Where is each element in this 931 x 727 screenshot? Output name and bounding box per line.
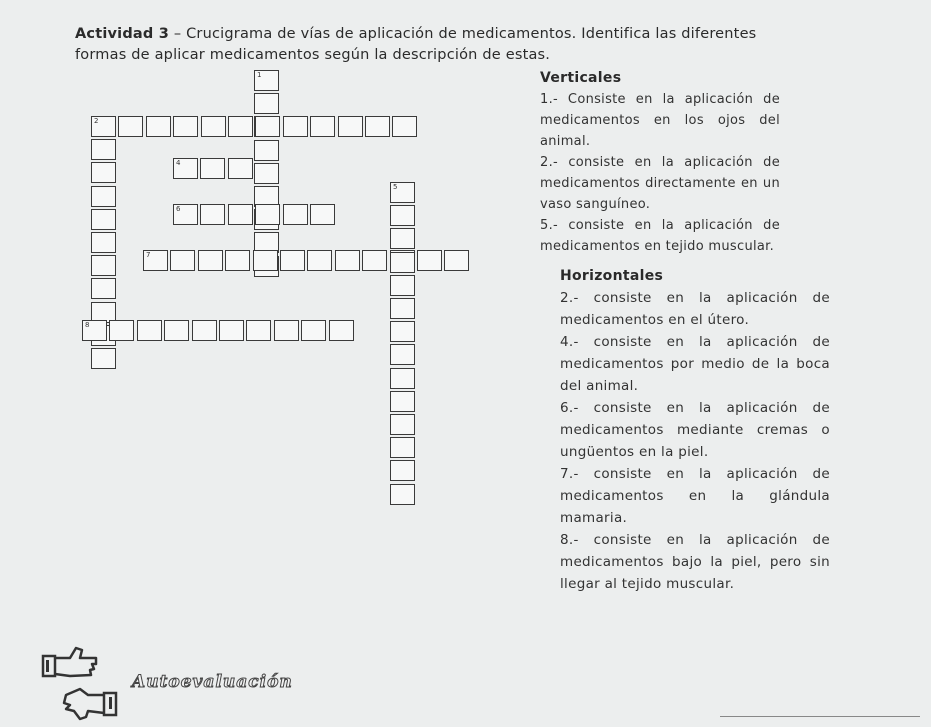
crossword-cell[interactable] (390, 228, 415, 249)
crossword-cell[interactable] (283, 204, 308, 225)
crossword-cell[interactable] (283, 116, 308, 137)
crossword-cell[interactable] (137, 320, 162, 341)
self-evaluation-title: Autoevaluación (132, 672, 293, 692)
crossword-cell[interactable] (274, 320, 299, 341)
clue-number: 5 (393, 183, 398, 191)
crossword-cell[interactable] (219, 320, 244, 341)
crossword-cell[interactable] (254, 93, 279, 114)
crossword-cell[interactable] (173, 204, 198, 225)
crossword-cell[interactable] (91, 139, 116, 160)
crossword-cell[interactable] (390, 298, 415, 319)
crossword-cell[interactable] (91, 116, 116, 137)
crossword-cell[interactable] (228, 204, 253, 225)
crossword-cell[interactable] (301, 320, 326, 341)
crossword-cell[interactable] (91, 209, 116, 230)
crossword-cell[interactable] (146, 116, 171, 137)
crossword-cell[interactable] (173, 158, 198, 179)
activity-label: Actividad 3 (75, 26, 170, 42)
clue-number: 2 (94, 117, 99, 125)
clue-number: 4 (176, 159, 181, 167)
crossword-cell[interactable] (109, 320, 134, 341)
crossword-cell[interactable] (118, 116, 143, 137)
divider (720, 716, 920, 717)
crossword-cell[interactable] (390, 344, 415, 365)
crossword-cell[interactable] (91, 186, 116, 207)
crossword-cell[interactable] (310, 116, 335, 137)
crossword-cell[interactable] (254, 70, 279, 91)
crossword-cell[interactable] (255, 204, 280, 225)
crossword-cell[interactable] (198, 250, 223, 271)
crossword-cell[interactable] (91, 232, 116, 253)
crossword-cell[interactable] (164, 320, 189, 341)
crossword-cell[interactable] (91, 255, 116, 276)
crossword-cell[interactable] (390, 205, 415, 226)
horizontal-clue: 7.- consiste en la aplicación de medicamentos en la glándula mamaria. (560, 466, 830, 526)
crossword-cell[interactable] (390, 460, 415, 481)
crossword-cell[interactable] (338, 116, 363, 137)
crossword-cell[interactable] (390, 252, 415, 273)
crossword-cell[interactable] (82, 320, 107, 341)
crossword-cell[interactable] (335, 250, 360, 271)
thumbs-down-icon (60, 683, 122, 723)
crossword-cell[interactable] (390, 321, 415, 342)
crossword-cell[interactable] (390, 484, 415, 505)
horizontal-clues (560, 265, 830, 595)
horizontal-heading: Horizontales (560, 268, 664, 284)
crossword-cell[interactable] (201, 116, 226, 137)
thumbs-up-icon (40, 644, 102, 680)
crossword-cell[interactable] (200, 158, 225, 179)
clue-number: 8 (85, 321, 90, 329)
crossword-cell[interactable] (365, 116, 390, 137)
vertical-clue: 2.- consiste en la aplicación de medicamentos directamente en un vaso sanguíneo. (540, 155, 780, 212)
crossword-cell[interactable] (225, 250, 250, 271)
horizontal-clue: 8.- consiste en la aplicación de medicamentos bajo la piel, pero sin llegar al tejido muscular. (560, 532, 830, 592)
crossword-cell[interactable] (200, 204, 225, 225)
crossword-cell[interactable] (192, 320, 217, 341)
vertical-clues (540, 68, 780, 257)
crossword-cell[interactable] (228, 158, 253, 179)
horizontal-clue: 4.- consiste en la aplicación de medicamentos por medio de la boca del animal. (560, 334, 830, 394)
crossword-cell[interactable] (307, 250, 332, 271)
crossword-cell[interactable] (91, 162, 116, 183)
crossword-cell[interactable] (255, 116, 280, 137)
crossword-cell[interactable] (173, 116, 198, 137)
clue-number: 1 (257, 71, 262, 79)
crossword-cell[interactable] (444, 250, 469, 271)
crossword-cell[interactable] (390, 437, 415, 458)
crossword-cell[interactable] (254, 140, 279, 161)
crossword-cell[interactable] (310, 204, 335, 225)
clue-number: 6 (176, 205, 181, 213)
horizontal-clue: 6.- consiste en la aplicación de medicamentos mediante cremas o ungüentos en la piel. (560, 400, 830, 460)
horizontal-clue: 2.- consiste en la aplicación de medicamentos en el útero. (560, 290, 830, 328)
crossword-cell[interactable] (390, 182, 415, 203)
vertical-clue: 1.- Consiste en la aplicación de medicamentos en los ojos del animal. (540, 92, 780, 149)
crossword-cell[interactable] (390, 391, 415, 412)
clue-number: 7 (146, 251, 151, 259)
crossword-cell[interactable] (390, 368, 415, 389)
crossword-cell[interactable] (280, 250, 305, 271)
crossword-cell[interactable] (228, 116, 253, 137)
crossword-cell[interactable] (246, 320, 271, 341)
vertical-clue: 5.- consiste en la aplicación de medicamentos en tejido muscular. (540, 218, 780, 254)
crossword-cell[interactable] (254, 163, 279, 184)
crossword-cell[interactable] (329, 320, 354, 341)
vertical-heading: Verticales (540, 70, 622, 86)
crossword-cell[interactable] (362, 250, 387, 271)
crossword-cell[interactable] (390, 414, 415, 435)
crossword-cell[interactable] (170, 250, 195, 271)
crossword-cell[interactable] (91, 278, 116, 299)
crossword-cell[interactable] (392, 116, 417, 137)
crossword-cell[interactable] (417, 250, 442, 271)
crossword-cell[interactable] (390, 275, 415, 296)
activity-instructions: – Crucigrama de vías de aplicación de medicamentos. Identifica las diferentes formas de aplicar medicamentos según la descripción de estas. (75, 26, 757, 63)
crossword-cell[interactable] (91, 348, 116, 369)
crossword-cell[interactable] (253, 250, 278, 271)
crossword-cell[interactable] (143, 250, 168, 271)
